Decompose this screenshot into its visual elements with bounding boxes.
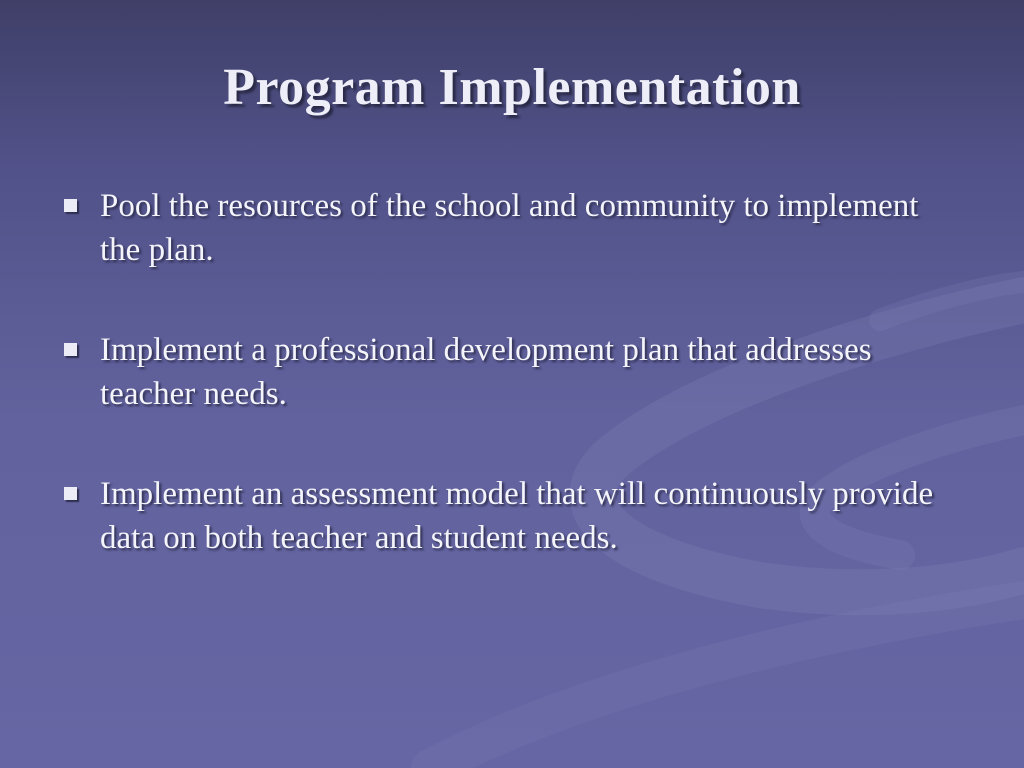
bullet-list <box>60 184 960 616</box>
square-bullet-icon <box>64 343 77 356</box>
bullet-text: Implement a professional development plan that addresses teacher needs. <box>100 332 872 412</box>
square-bullet-icon <box>64 487 77 500</box>
square-bullet-icon <box>64 199 77 212</box>
bullet-item <box>60 472 960 560</box>
slide-title: Program Implementation <box>223 59 801 116</box>
bullet-text: Pool the resources of the school and community to implement the plan. <box>100 188 919 268</box>
bullet-item <box>60 328 960 416</box>
bullet-text: Implement an assessment model that will continuously provide data on both teacher and student needs. <box>100 476 934 556</box>
bullet-item <box>60 184 960 272</box>
